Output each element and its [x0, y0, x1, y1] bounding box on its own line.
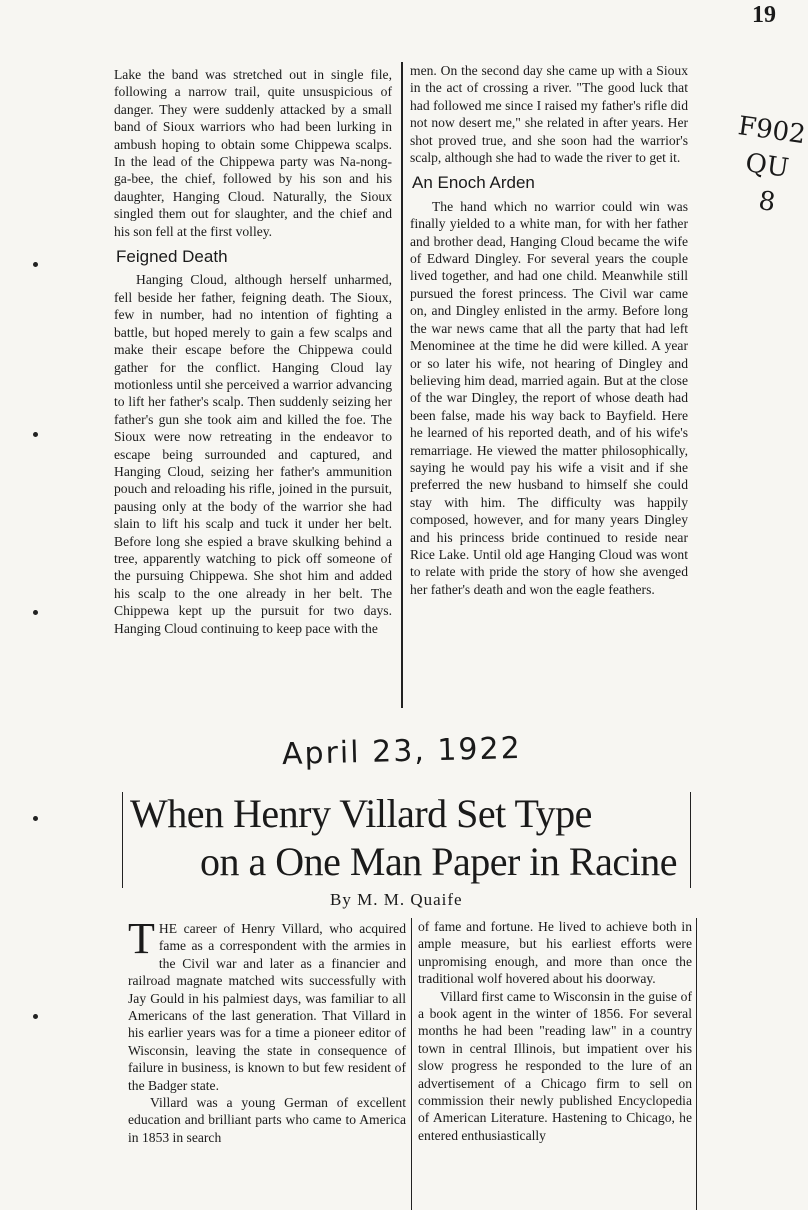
article-paragraph: Hanging Cloud, although herself unharmed, fell beside her father, feigning death. The Sioux, few in number, had no intention of fighting a battle, but hoped merely to gain a few scalps and make their escape before the Chippewa could gather for the conflict. Hanging Cloud lay motionless until she perceived a warrior advancing to lift her father's scalp. Then suddenly seizing her father's gun she took aim and killed the foe. The Sioux were now retreating in the endeavor to escape being surrounded and captured, and Hanging Cloud, seizing her father's ammunition pouch and reloading his rifle, joined in the pursuit, pausing only at the body of the warrior she had slain to lift his scalp and tuck it under her belt. Before long she espied a brave skulking behind a tree, apparently watching to pick off someone of the pursuing Chippewa. She shot him and added his scalp to the one already in her belt. The Chippewa kept up the pursuit for two days. Hanging Cloud continuing to keep pace with the: [114, 272, 392, 636]
column-rule: [411, 918, 412, 1210]
article-column-bottom-right: [418, 918, 692, 1144]
headline-line-2: on a One Man Paper in Racine: [200, 839, 677, 884]
handwritten-margin-notes: [736, 111, 808, 220]
binding-hole-mark: [33, 262, 38, 267]
article-paragraph: The hand which no warrior could win was finally yielded to a white man, for with her father and brother dead, Hanging Cloud became the wife of Edward Dingley. For several years the couple lived together, and had one child. Meanwhile still pursued the forest princess. The Civil war came on, and Dingley enlisted in the army. Before long the war news came that all the party that had left Menominee at the time he did were killed. A year or so later his wife, not hearing of Dingley and believing him dead, married again. But at the close of the war Dingley, the report of whose death had been false, made his way back to Bayfield. Here he learned of his reported death, and of his wife's remarriage. He viewed the matter philosophically, saying he would pay his wife a visit and if she preferred the new husband to himself she could stay with him. The difficulty was happily composed, however, and for many years Dingley and his princess bride continued to reside near Rice Lake. Until old age Hanging Cloud was wont to relate with pride the story of how she avenged her father's death and won the eagle feathers.: [410, 198, 688, 597]
section-subhead: Feigned Death: [116, 247, 228, 267]
headline-line-1: When Henry Villard Set Type: [130, 791, 592, 836]
margin-note: F902: [736, 111, 808, 151]
column-frame-rule: [696, 918, 697, 1210]
article-paragraph: Lake the band was stretched out in single file, following a narrow trail, quite unsuspicious of danger. They were suddenly attacked by a small band of Sioux warriors who had been lurking in ambush hoping to obtain some Chippewa scalps. In the lead of the Chippewa party was Na-nong-ga-bee, the chief, followed by his son and his daughter, Hanging Cloud. Naturally, the Sioux singled them out for slaughter, and the chief and his son fell at the first volley.: [114, 67, 392, 239]
article-paragraph: of fame and fortune. He lived to achieve both in ample measure, but his earliest efforts were unpromising enough, and more than once the traditional wolf hovered about his doorway.: [418, 919, 692, 987]
margin-note: QU: [743, 148, 791, 184]
article-paragraph: [128, 914, 406, 1094]
article-paragraph-text: HE career of Henry Villard, who acquired fame as a correspondent with the armies in the Civil war and later as a financier and railroad magnate matched wits successfully with Jay Gould in his palmiest days, was familiar to all Americans of the last generation. That Villard in his earlier years was for a time a pioneer editor of Wisconsin, leaving the state in consequence of failure in business, is known to but few resident of the Badger state.: [128, 921, 406, 1093]
article-column-top-right: [410, 62, 688, 598]
article-column-bottom-left: [128, 914, 406, 1146]
margin-note: 8: [756, 185, 778, 219]
column-rule: [401, 62, 403, 708]
section-subhead: An Enoch Arden: [412, 173, 535, 193]
binding-hole-mark: [33, 432, 38, 437]
byline: By M. M. Quaife: [330, 890, 463, 909]
page-number: 19: [752, 2, 776, 28]
article-column-top-left: [114, 66, 392, 637]
drop-cap: T: [128, 914, 155, 963]
binding-hole-mark: [33, 610, 38, 615]
article-paragraph: Villard first came to Wisconsin in the guise of a book agent in the winter of 1856. For several months he had been "reading law" in a country town in central Illinois, but impatient over his slow progress he responded to the lure of an advertisement of a Chicago firm to sell on commission their newly published Encyclopedia of American Literature. Hastening to Chicago, he entered enthusiastically: [418, 988, 692, 1143]
handwritten-date: April 23, 1922: [281, 730, 523, 773]
article-paragraph: Villard was a young German of excellent education and brilliant parts who came to America in 1853 in search: [128, 1095, 406, 1145]
binding-hole-mark: [33, 1014, 38, 1019]
binding-hole-mark: [33, 816, 38, 821]
headline-frame-rule: [122, 792, 123, 888]
article-paragraph: men. On the second day she came up with a Sioux in the act of crossing a river. "The good luck that had followed me since I raised my father's rifle did not now desert me," she related in after years. Her shot proved true, and she soon had the warrior's scalp, although she had to wade the river to get it.: [410, 63, 688, 166]
